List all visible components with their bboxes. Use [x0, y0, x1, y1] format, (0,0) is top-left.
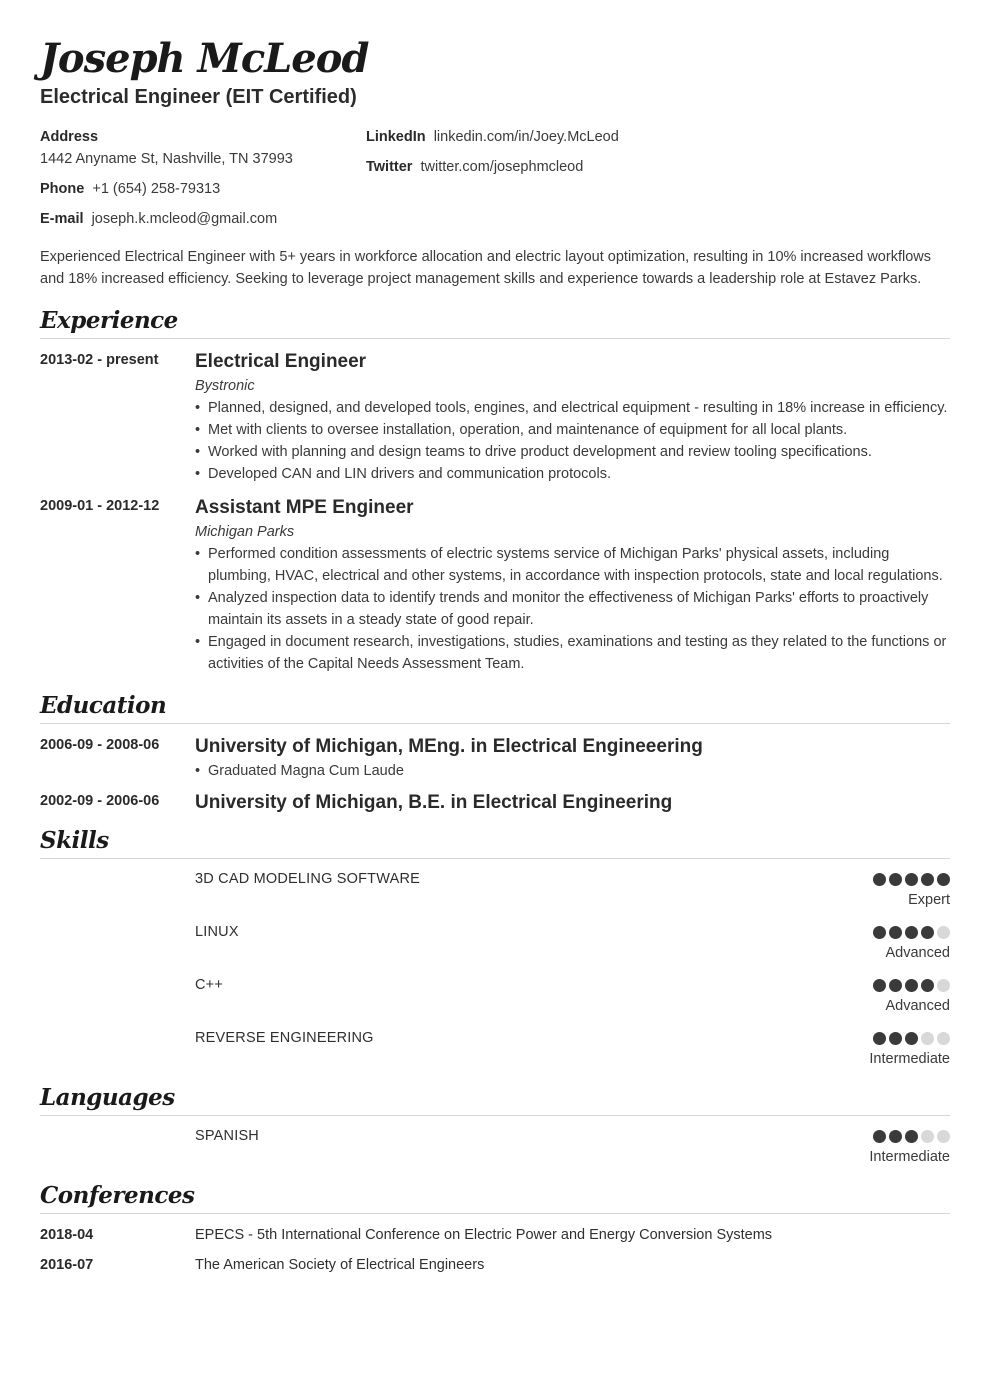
job-title: Electrical Engineer: [195, 351, 367, 372]
rating-dot-filled-icon: [921, 979, 934, 992]
conference-name: The American Society of Electrical Engineers: [195, 1257, 485, 1273]
degree-title: University of Michigan, MEng. in Electrical Engineeering: [195, 736, 703, 757]
rating-dot-empty-icon: [937, 1032, 950, 1045]
address-value: 1442 Anyname St, Nashville, TN 37993: [40, 151, 293, 167]
skill-row: [40, 912, 950, 965]
rating-dot-filled-icon: [921, 926, 934, 939]
bullet-item: • Graduated Magna Cum Laude: [195, 760, 950, 782]
education-date: 2002-09 - 2006-06: [40, 793, 160, 809]
skills-list: [40, 859, 950, 1071]
rating-dot-filled-icon: [937, 873, 950, 886]
skill-row: [40, 859, 950, 912]
rating-dots: [873, 979, 950, 993]
skill-name: 3D CAD MODELING SOFTWARE: [195, 871, 421, 887]
experience-date: 2009-01 - 2012-12: [40, 498, 160, 514]
resume-page: [40, 30, 950, 1280]
conference-date: 2018-04: [40, 1227, 94, 1243]
rating-dot-empty-icon: [921, 1130, 934, 1143]
rating-dot-filled-icon: [873, 979, 886, 992]
rating-dot-filled-icon: [905, 873, 918, 886]
skill-name: C++: [195, 977, 224, 993]
language-name: SPANISH: [195, 1128, 259, 1144]
skill-level: Advanced: [885, 945, 950, 961]
rating-dot-filled-icon: [873, 926, 886, 939]
bullet-item: • Planned, designed, and developed tools, engines, and electrical equipment - resulting in 18% increase in efficiency.: [195, 397, 950, 419]
bullet-item: • Engaged in document research, investigations, studies, examinations and testing as they related to the functions or activities of the Capital Needs Assessment Team.: [195, 631, 950, 675]
experience-entry: [40, 495, 950, 675]
rating-dot-filled-icon: [889, 873, 902, 886]
education-date: 2006-09 - 2008-06: [40, 737, 160, 753]
skill-row: [40, 1018, 950, 1071]
rating-dot-filled-icon: [873, 873, 886, 886]
skill-name: REVERSE ENGINEERING: [195, 1030, 374, 1046]
rating-dot-filled-icon: [889, 1032, 902, 1045]
skill-level: Advanced: [885, 998, 950, 1014]
rating-dots: [873, 926, 950, 940]
candidate-name: Joseph McLeod: [40, 35, 369, 82]
bullet-item: • Performed condition assessments of electric systems service of Michigan Parks' physical assets, including plumbing, HVAC, electrical and other systems, in accordance with inspection protocols, state and local regulations.: [195, 543, 950, 587]
conference-date: 2016-07: [40, 1257, 94, 1273]
experience-list: [40, 349, 950, 675]
skills-heading: Skills: [40, 824, 950, 859]
rating-dot-empty-icon: [921, 1032, 934, 1045]
bullet-item: • Met with clients to oversee installation, operation, and maintenance of equipment for all local plants.: [195, 419, 950, 441]
bullet-item: • Analyzed inspection data to identify trends and monitor the effectiveness of Michigan Parks' efforts to proactively maintain its assets in a steady state of good repair.: [195, 587, 950, 631]
company-name: Michigan Parks: [195, 524, 295, 540]
rating-dot-filled-icon: [905, 926, 918, 939]
candidate-title: Electrical Engineer (EIT Certified): [40, 86, 357, 108]
twitter-label: Twitter: [366, 159, 413, 175]
bullet-item: • Developed CAN and LIN drivers and communication protocols.: [195, 463, 950, 485]
skill-row: [40, 965, 950, 1018]
bullet-item: • Worked with planning and design teams to drive product development and review tooling specifications.: [195, 441, 950, 463]
conferences-list: [40, 1220, 950, 1280]
conference-name: EPECS - 5th International Conference on Electric Power and Energy Conversion Systems: [195, 1227, 773, 1243]
rating-dots: [869, 1032, 950, 1046]
languages-list: [40, 1116, 950, 1169]
contact-column-left: [40, 126, 293, 230]
phone-label: Phone: [40, 181, 85, 197]
education-heading: Education: [40, 689, 950, 724]
rating-dots: [869, 1130, 950, 1144]
rating-dots: [873, 873, 950, 887]
experience-bullets: [195, 543, 950, 675]
experience-entry: [40, 349, 950, 485]
degree-title: University of Michigan, B.E. in Electrical Engineering: [195, 792, 673, 813]
language-row: [40, 1116, 950, 1169]
experience-heading: Experience: [40, 304, 950, 339]
skill-rating: [873, 926, 950, 961]
experience-date: 2013-02 - present: [40, 352, 159, 368]
rating-dot-filled-icon: [889, 926, 902, 939]
company-name: Bystronic: [195, 378, 255, 394]
job-title: Assistant MPE Engineer: [195, 497, 414, 518]
email-label: E-mail: [40, 211, 84, 227]
rating-dot-filled-icon: [873, 1130, 886, 1143]
linkedin-link[interactable]: linkedin.com/in/Joey.McLeod: [433, 129, 619, 145]
conference-row: [40, 1220, 950, 1250]
education-entry: [40, 734, 950, 782]
language-level: Intermediate: [869, 1149, 950, 1165]
skill-rating: [873, 873, 950, 908]
linkedin-label: LinkedIn: [366, 129, 426, 145]
skill-rating: [869, 1032, 950, 1067]
skill-level: Expert: [908, 892, 950, 908]
rating-dot-empty-icon: [937, 979, 950, 992]
rating-dot-filled-icon: [873, 1032, 886, 1045]
education-entry: [40, 790, 950, 816]
rating-dot-filled-icon: [905, 1130, 918, 1143]
address-label: Address: [40, 129, 99, 145]
languages-heading: Languages: [40, 1081, 950, 1116]
language-rating: [869, 1130, 950, 1165]
profile-summary: Experienced Electrical Engineer with 5+ years in workforce allocation and electric layout optimization, resulting in 10% increased workflows and 18% increased efficiency. Seeking to leverage project management skills and experience towards a leadership role at Estavez Parks.: [40, 249, 931, 287]
rating-dot-filled-icon: [889, 979, 902, 992]
phone-value[interactable]: +1 (654) 258-79313: [92, 181, 221, 197]
education-bullets: [195, 760, 950, 782]
conferences-heading: Conferences: [40, 1179, 950, 1214]
conference-row: [40, 1250, 950, 1280]
rating-dot-filled-icon: [905, 979, 918, 992]
skill-rating: [873, 979, 950, 1014]
rating-dot-empty-icon: [937, 1130, 950, 1143]
experience-bullets: [195, 397, 950, 485]
rating-dot-filled-icon: [905, 1032, 918, 1045]
contact-column-right: [366, 126, 619, 178]
rating-dot-filled-icon: [889, 1130, 902, 1143]
email-link[interactable]: joseph.k.mcleod@gmail.com: [91, 211, 278, 227]
skill-level: Intermediate: [869, 1051, 950, 1067]
education-list: [40, 734, 950, 816]
contact-block: [40, 126, 950, 246]
skill-name: LINUX: [195, 924, 239, 940]
rating-dot-filled-icon: [921, 873, 934, 886]
rating-dot-empty-icon: [937, 926, 950, 939]
twitter-link[interactable]: twitter.com/josephmcleod: [420, 159, 584, 175]
